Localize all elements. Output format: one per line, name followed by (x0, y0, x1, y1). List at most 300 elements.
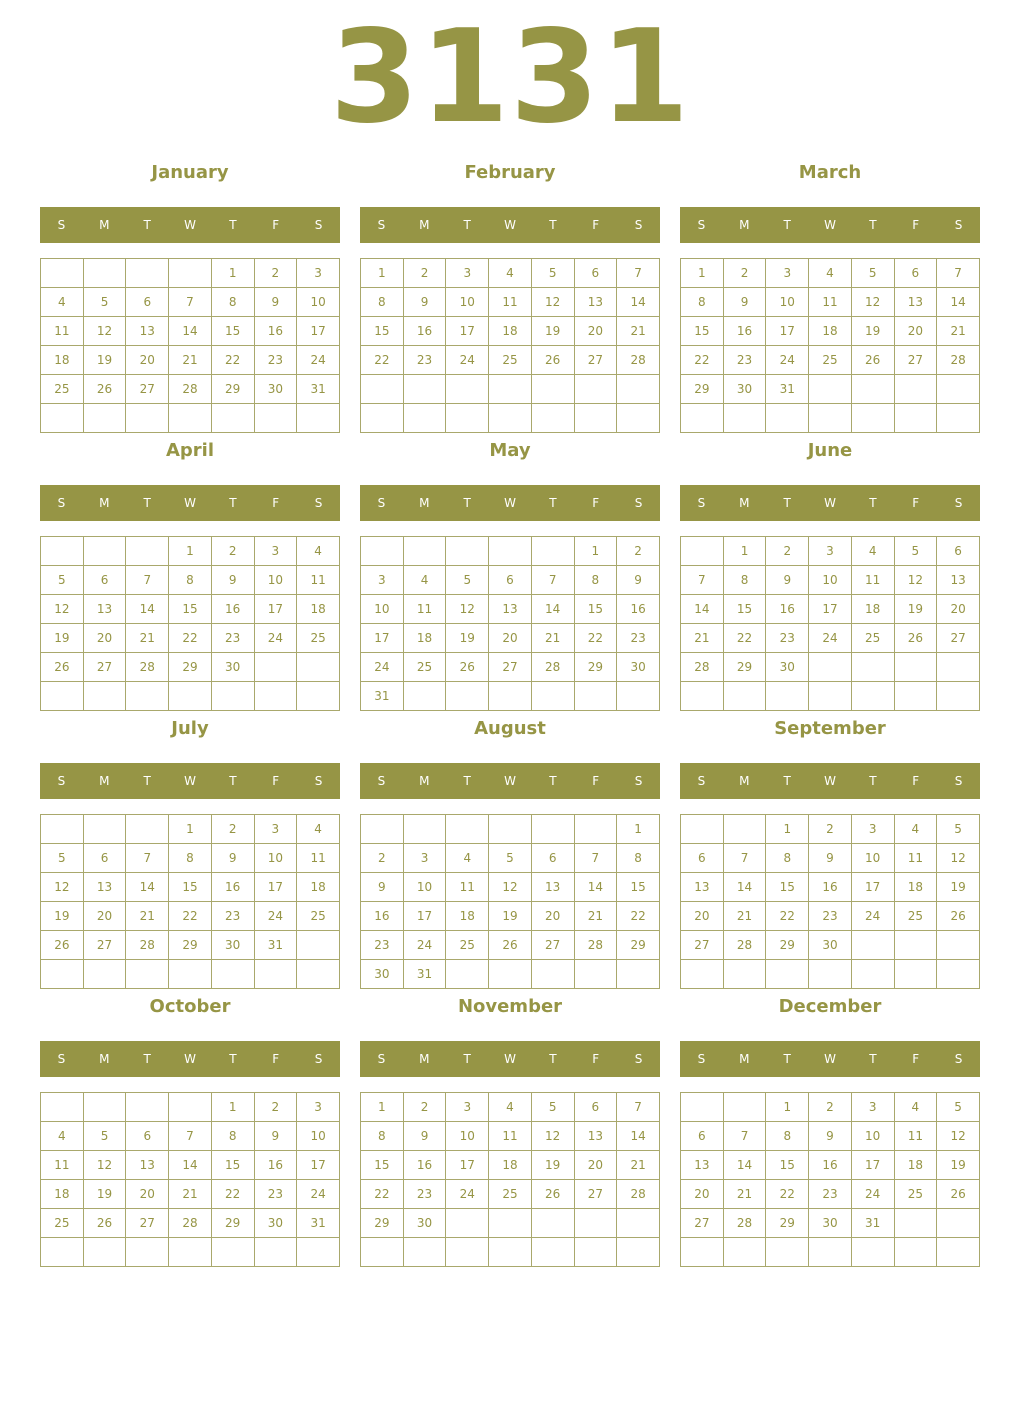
empty-day-cell (297, 960, 340, 989)
week-row (681, 1151, 980, 1180)
day-cell: 26 (83, 1209, 126, 1238)
empty-day-cell (723, 960, 766, 989)
weekday-label: T (143, 496, 151, 510)
day-cell: 24 (446, 346, 489, 375)
day-cell: 5 (83, 1122, 126, 1151)
weekday-label: T (229, 496, 237, 510)
month-name: February (464, 162, 556, 183)
empty-day-cell (574, 1238, 617, 1267)
week-row (41, 375, 340, 404)
day-cell: 17 (446, 317, 489, 346)
empty-day-cell (41, 259, 84, 288)
day-cell: 28 (723, 931, 766, 960)
day-cell: 9 (809, 844, 852, 873)
day-cell: 15 (211, 317, 254, 346)
empty-day-cell (41, 537, 84, 566)
empty-day-cell (574, 1209, 617, 1238)
week-row (361, 873, 660, 902)
day-cell: 25 (297, 624, 340, 653)
weekday-label: S (634, 1052, 643, 1066)
day-cell: 18 (894, 873, 937, 902)
day-cell: 30 (809, 931, 852, 960)
day-cell: 10 (766, 288, 809, 317)
day-cell: 12 (489, 873, 532, 902)
day-cell: 23 (809, 902, 852, 931)
day-cell: 20 (126, 1180, 169, 1209)
weekday-label: T (549, 496, 557, 510)
day-cell: 6 (681, 844, 724, 873)
week-row (361, 1180, 660, 1209)
empty-day-cell (531, 960, 574, 989)
weekday-label: S (57, 1052, 66, 1066)
day-cell: 18 (894, 1151, 937, 1180)
day-cell: 21 (531, 624, 574, 653)
day-cell: 6 (937, 537, 980, 566)
day-cell: 12 (41, 873, 84, 902)
day-cell: 2 (254, 259, 297, 288)
day-cell: 18 (489, 317, 532, 346)
empty-day-cell (169, 1093, 212, 1122)
weekday-label: T (549, 774, 557, 788)
day-cell: 16 (617, 595, 660, 624)
week-row (361, 1093, 660, 1122)
empty-day-cell (809, 653, 852, 682)
day-cell: 9 (617, 566, 660, 595)
weekday-label: S (314, 218, 323, 232)
weekday-label: S (377, 218, 386, 232)
day-cell: 7 (617, 1093, 660, 1122)
empty-day-cell (297, 404, 340, 433)
day-cell: 7 (937, 259, 980, 288)
day-cell: 6 (126, 288, 169, 317)
empty-day-cell (254, 653, 297, 682)
week-row (41, 815, 340, 844)
weekday-label: T (783, 218, 791, 232)
day-cell: 13 (126, 317, 169, 346)
day-cell: 23 (361, 931, 404, 960)
day-cell: 5 (531, 1093, 574, 1122)
empty-day-cell (617, 1238, 660, 1267)
week-row (681, 1209, 980, 1238)
empty-day-cell (446, 375, 489, 404)
weekday-label: F (272, 218, 280, 232)
empty-day-cell (446, 404, 489, 433)
week-row (681, 317, 980, 346)
weekday-label: T (549, 218, 557, 232)
day-cell: 17 (297, 317, 340, 346)
day-cell: 5 (41, 566, 84, 595)
weekday-label: F (272, 496, 280, 510)
day-grid (40, 536, 340, 711)
weekday-header (680, 1041, 980, 1077)
week-row (361, 960, 660, 989)
empty-day-cell (851, 375, 894, 404)
day-grid (680, 1092, 980, 1267)
week-row (681, 624, 980, 653)
day-cell: 1 (361, 259, 404, 288)
day-cell: 26 (531, 1180, 574, 1209)
day-cell: 4 (851, 537, 894, 566)
day-cell: 26 (894, 624, 937, 653)
day-cell: 18 (41, 346, 84, 375)
month-name: January (151, 162, 229, 183)
empty-day-cell (723, 1093, 766, 1122)
empty-day-cell (766, 404, 809, 433)
day-cell: 14 (126, 595, 169, 624)
day-cell: 17 (766, 317, 809, 346)
weekday-label: F (912, 496, 920, 510)
day-cell: 30 (361, 960, 404, 989)
day-cell: 13 (83, 595, 126, 624)
empty-day-cell (681, 815, 724, 844)
empty-day-cell (851, 682, 894, 711)
day-cell: 30 (211, 653, 254, 682)
weekday-label: M (99, 1052, 110, 1066)
day-cell: 29 (169, 653, 212, 682)
day-cell: 24 (851, 902, 894, 931)
day-cell: 23 (809, 1180, 852, 1209)
empty-day-cell (169, 960, 212, 989)
weekday-label: W (184, 1052, 196, 1066)
day-grid (680, 536, 980, 711)
day-cell: 31 (766, 375, 809, 404)
day-cell: 22 (766, 1180, 809, 1209)
day-cell: 2 (809, 1093, 852, 1122)
day-cell: 2 (211, 815, 254, 844)
day-cell: 27 (489, 653, 532, 682)
day-cell: 4 (809, 259, 852, 288)
day-cell: 19 (937, 873, 980, 902)
day-cell: 9 (361, 873, 404, 902)
weekday-label: S (314, 1052, 323, 1066)
day-cell: 27 (574, 1180, 617, 1209)
empty-day-cell (211, 1238, 254, 1267)
empty-day-cell (41, 404, 84, 433)
week-row (41, 653, 340, 682)
day-cell: 21 (937, 317, 980, 346)
empty-day-cell (937, 682, 980, 711)
day-cell: 31 (403, 960, 446, 989)
weekday-label: T (229, 774, 237, 788)
weekday-label: S (697, 496, 706, 510)
day-cell: 4 (403, 566, 446, 595)
day-cell: 16 (766, 595, 809, 624)
empty-day-cell (361, 537, 404, 566)
day-cell: 20 (894, 317, 937, 346)
weekday-label: T (143, 218, 151, 232)
day-cell: 1 (361, 1093, 404, 1122)
day-cell: 12 (531, 1122, 574, 1151)
empty-day-cell (723, 815, 766, 844)
day-cell: 10 (254, 566, 297, 595)
day-cell: 28 (617, 346, 660, 375)
day-cell: 20 (531, 902, 574, 931)
day-cell: 16 (254, 317, 297, 346)
week-row (361, 1151, 660, 1180)
empty-day-cell (681, 1238, 724, 1267)
day-cell: 16 (211, 595, 254, 624)
day-cell: 20 (937, 595, 980, 624)
day-cell: 12 (937, 844, 980, 873)
day-cell: 21 (574, 902, 617, 931)
day-cell: 19 (851, 317, 894, 346)
empty-day-cell (937, 960, 980, 989)
day-cell: 1 (766, 815, 809, 844)
day-cell: 23 (723, 346, 766, 375)
weekday-label: S (314, 496, 323, 510)
week-row (681, 595, 980, 624)
day-cell: 18 (297, 873, 340, 902)
weekday-label: M (739, 774, 750, 788)
day-cell: 24 (254, 624, 297, 653)
weekday-label: S (634, 496, 643, 510)
day-cell: 27 (126, 1209, 169, 1238)
day-cell: 30 (617, 653, 660, 682)
day-cell: 7 (126, 844, 169, 873)
day-cell: 19 (531, 1151, 574, 1180)
day-cell: 25 (851, 624, 894, 653)
day-cell: 7 (126, 566, 169, 595)
day-cell: 13 (126, 1151, 169, 1180)
empty-day-cell (531, 1238, 574, 1267)
day-cell: 30 (254, 375, 297, 404)
day-cell: 13 (681, 1151, 724, 1180)
day-cell: 5 (446, 566, 489, 595)
day-cell: 4 (894, 1093, 937, 1122)
day-cell: 23 (254, 346, 297, 375)
day-cell: 9 (809, 1122, 852, 1151)
day-cell: 10 (446, 1122, 489, 1151)
day-cell: 26 (851, 346, 894, 375)
day-cell: 14 (723, 1151, 766, 1180)
empty-day-cell (489, 404, 532, 433)
weekday-label: F (592, 496, 600, 510)
empty-day-cell (531, 815, 574, 844)
day-cell: 8 (169, 566, 212, 595)
day-cell: 22 (169, 624, 212, 653)
day-cell: 15 (766, 873, 809, 902)
empty-day-cell (809, 375, 852, 404)
month-name: April (165, 440, 215, 461)
day-cell: 14 (169, 317, 212, 346)
day-cell: 24 (403, 931, 446, 960)
empty-day-cell (894, 404, 937, 433)
day-cell: 29 (681, 375, 724, 404)
weekday-label: M (99, 218, 110, 232)
day-cell: 23 (403, 346, 446, 375)
day-cell: 15 (361, 1151, 404, 1180)
day-cell: 28 (169, 1209, 212, 1238)
month-name: March (798, 162, 862, 183)
day-cell: 18 (851, 595, 894, 624)
day-cell: 7 (531, 566, 574, 595)
day-cell: 12 (83, 1151, 126, 1180)
week-row (361, 1238, 660, 1267)
day-cell: 21 (723, 1180, 766, 1209)
day-cell: 5 (894, 537, 937, 566)
day-cell: 4 (297, 815, 340, 844)
empty-day-cell (681, 1093, 724, 1122)
day-cell: 11 (41, 317, 84, 346)
day-cell: 8 (211, 1122, 254, 1151)
day-cell: 11 (446, 873, 489, 902)
day-cell: 16 (211, 873, 254, 902)
empty-day-cell (126, 259, 169, 288)
empty-day-cell (574, 815, 617, 844)
empty-day-cell (361, 375, 404, 404)
day-cell: 29 (211, 375, 254, 404)
day-cell: 1 (723, 537, 766, 566)
day-cell: 15 (169, 595, 212, 624)
day-cell: 11 (894, 844, 937, 873)
day-cell: 11 (809, 288, 852, 317)
empty-day-cell (211, 404, 254, 433)
day-cell: 28 (126, 653, 169, 682)
day-cell: 6 (681, 1122, 724, 1151)
week-row (41, 346, 340, 375)
day-cell: 8 (766, 1122, 809, 1151)
day-cell: 17 (851, 1151, 894, 1180)
empty-day-cell (531, 375, 574, 404)
month-name: October (149, 996, 231, 1017)
day-cell: 18 (403, 624, 446, 653)
day-cell: 23 (254, 1180, 297, 1209)
day-cell: 18 (41, 1180, 84, 1209)
day-cell: 14 (531, 595, 574, 624)
day-cell: 14 (937, 288, 980, 317)
day-cell: 8 (169, 844, 212, 873)
week-row (41, 1209, 340, 1238)
empty-day-cell (531, 682, 574, 711)
empty-day-cell (254, 960, 297, 989)
empty-day-cell (531, 404, 574, 433)
empty-day-cell (403, 537, 446, 566)
empty-day-cell (617, 682, 660, 711)
day-cell: 17 (446, 1151, 489, 1180)
day-cell: 10 (851, 844, 894, 873)
month-name: August (474, 718, 546, 739)
empty-day-cell (83, 815, 126, 844)
weekday-label: W (824, 218, 836, 232)
weekday-label: W (504, 496, 516, 510)
empty-day-cell (361, 1238, 404, 1267)
week-row (361, 259, 660, 288)
day-cell: 26 (937, 902, 980, 931)
day-cell: 7 (169, 288, 212, 317)
empty-day-cell (83, 1093, 126, 1122)
day-cell: 31 (297, 1209, 340, 1238)
weekday-label: W (184, 218, 196, 232)
day-cell: 20 (126, 346, 169, 375)
day-cell: 29 (574, 653, 617, 682)
day-cell: 16 (403, 317, 446, 346)
empty-day-cell (446, 960, 489, 989)
month-name: December (778, 996, 882, 1017)
empty-day-cell (254, 1238, 297, 1267)
empty-day-cell (723, 682, 766, 711)
week-row (361, 346, 660, 375)
day-cell: 15 (169, 873, 212, 902)
month-name: September (774, 718, 886, 739)
day-cell: 1 (169, 815, 212, 844)
empty-day-cell (851, 404, 894, 433)
week-row (361, 566, 660, 595)
day-cell: 3 (809, 537, 852, 566)
day-cell: 18 (809, 317, 852, 346)
empty-day-cell (937, 653, 980, 682)
week-row (41, 960, 340, 989)
day-cell: 28 (681, 653, 724, 682)
week-row (681, 346, 980, 375)
day-cell: 15 (723, 595, 766, 624)
empty-day-cell (766, 960, 809, 989)
week-row (361, 624, 660, 653)
empty-day-cell (446, 1209, 489, 1238)
day-cell: 4 (446, 844, 489, 873)
day-cell: 1 (211, 259, 254, 288)
week-row (41, 1151, 340, 1180)
day-cell: 17 (254, 595, 297, 624)
empty-day-cell (169, 404, 212, 433)
month-name: May (489, 440, 531, 461)
day-cell: 3 (297, 1093, 340, 1122)
day-cell: 7 (723, 1122, 766, 1151)
empty-day-cell (126, 1238, 169, 1267)
day-cell: 12 (41, 595, 84, 624)
week-row (681, 288, 980, 317)
empty-day-cell (894, 682, 937, 711)
day-cell: 18 (489, 1151, 532, 1180)
day-cell: 1 (169, 537, 212, 566)
weekday-label: F (592, 1052, 600, 1066)
day-cell: 11 (894, 1122, 937, 1151)
empty-day-cell (446, 682, 489, 711)
weekday-label: W (184, 496, 196, 510)
day-cell: 5 (937, 1093, 980, 1122)
week-row (681, 960, 980, 989)
weekday-label: S (697, 218, 706, 232)
day-cell: 4 (894, 815, 937, 844)
day-cell: 17 (403, 902, 446, 931)
day-cell: 17 (361, 624, 404, 653)
day-cell: 20 (681, 902, 724, 931)
day-cell: 16 (254, 1151, 297, 1180)
day-cell: 9 (211, 844, 254, 873)
empty-day-cell (681, 404, 724, 433)
day-cell: 11 (403, 595, 446, 624)
day-cell: 25 (489, 346, 532, 375)
weekday-label: M (419, 774, 430, 788)
day-cell: 10 (851, 1122, 894, 1151)
weekday-label: T (463, 218, 471, 232)
weekday-label: M (419, 1052, 430, 1066)
day-cell: 9 (723, 288, 766, 317)
weekday-label: S (57, 218, 66, 232)
day-cell: 2 (361, 844, 404, 873)
day-cell: 4 (489, 259, 532, 288)
day-grid (40, 1092, 340, 1267)
week-row (41, 902, 340, 931)
weekday-label: M (99, 774, 110, 788)
week-row (361, 815, 660, 844)
day-cell: 29 (766, 931, 809, 960)
day-cell: 4 (489, 1093, 532, 1122)
weekday-label: T (229, 218, 237, 232)
day-cell: 19 (531, 317, 574, 346)
day-cell: 27 (531, 931, 574, 960)
day-cell: 14 (126, 873, 169, 902)
day-cell: 25 (489, 1180, 532, 1209)
